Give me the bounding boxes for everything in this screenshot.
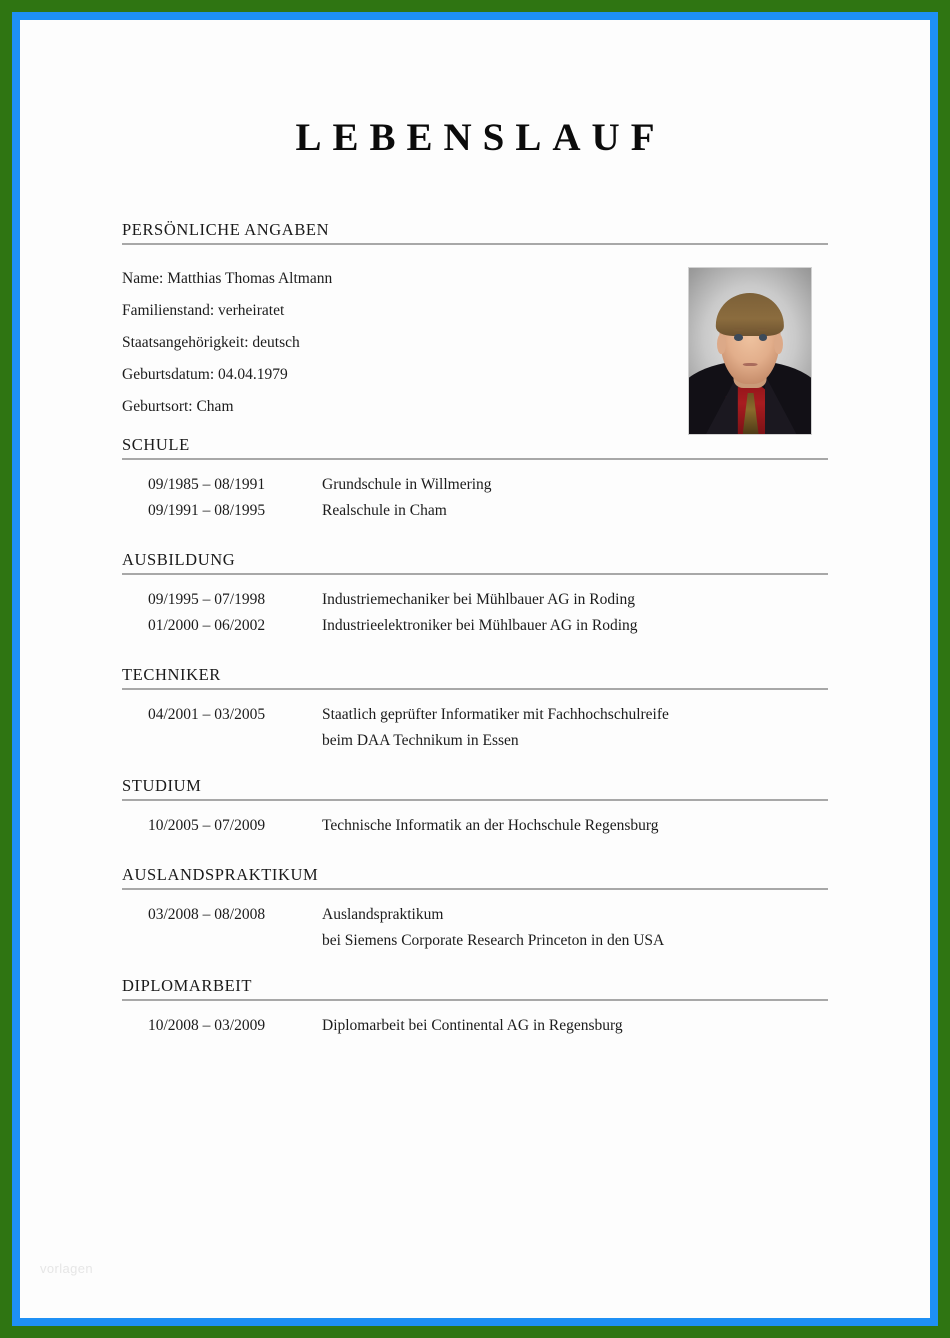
- entry-detail: [322, 1013, 828, 1039]
- spacer: [122, 839, 828, 865]
- spacer: [122, 639, 828, 665]
- entry-detail-line: bei Siemens Corporate Research Princeton in den USA: [322, 932, 665, 949]
- personal-detail-nationality: Staatsangehörigkeit: deutsch: [122, 334, 300, 351]
- entry-detail: [322, 498, 828, 524]
- section-heading-auslandspraktikum: AUSLANDSPRAKTIKUM: [122, 865, 828, 890]
- table-row: [122, 613, 828, 639]
- entry-period: 01/2000 – 06/2002: [148, 617, 266, 634]
- entry-detail-line: Staatlich geprüfter Informatiker mit Fachhochschulreife: [322, 706, 669, 723]
- entry-period: 10/2005 – 07/2009: [148, 817, 266, 834]
- entry-period: 04/2001 – 03/2005: [148, 706, 266, 723]
- photo-eye-right: [759, 334, 768, 341]
- entry-period: 03/2008 – 08/2008: [148, 906, 266, 923]
- table-row: [122, 587, 828, 613]
- personal-details-block: [122, 245, 828, 435]
- spacer: [122, 524, 828, 550]
- personal-detail-name: Name: Matthias Thomas Altmann: [122, 270, 333, 287]
- watermark: vorlagen: [40, 1261, 94, 1276]
- section-heading-techniker: TECHNIKER: [122, 665, 828, 690]
- table-row: [122, 813, 828, 839]
- spacer: [122, 954, 828, 976]
- section-heading-ausbildung: AUSBILDUNG: [122, 550, 828, 575]
- studium-entries: [122, 801, 828, 839]
- section-ausbildung: [122, 550, 828, 639]
- personal-detail-date-of-birth: Geburtsdatum: 04.04.1979: [122, 366, 288, 383]
- section-heading-diplomarbeit: DIPLOMARBEIT: [122, 976, 828, 1001]
- auslandspraktikum-entries: [122, 890, 828, 954]
- techniker-entries: [122, 690, 828, 754]
- entry-period: 09/1995 – 07/1998: [148, 591, 266, 608]
- entry-detail-line: Industriemechaniker bei Mühlbauer AG in Roding: [322, 591, 635, 608]
- cv-page: [20, 20, 930, 1318]
- entry-detail: [322, 472, 828, 498]
- section-schule: [122, 435, 828, 524]
- entry-detail-line: Technische Informatik an der Hochschule Regensburg: [322, 817, 659, 834]
- photo-eyebrow-left: [733, 328, 744, 331]
- ausbildung-entries: [122, 575, 828, 639]
- entry-detail: [322, 587, 828, 613]
- section-diplomarbeit: [122, 976, 828, 1039]
- personal-detail-marital-status: Familienstand: verheiratet: [122, 302, 285, 319]
- avatar: [688, 267, 812, 435]
- personal-detail-place-of-birth: Geburtsort: Cham: [122, 398, 234, 415]
- photo-ear-left: [717, 334, 726, 354]
- table-row: [122, 702, 828, 754]
- entry-detail-line: beim DAA Technikum in Essen: [322, 732, 519, 749]
- entry-detail-line: Diplomarbeit bei Continental AG in Regensburg: [322, 1017, 623, 1034]
- table-row: [122, 498, 828, 524]
- entry-period: 09/1991 – 08/1995: [148, 502, 266, 519]
- section-techniker: [122, 665, 828, 754]
- entry-detail: [322, 813, 828, 839]
- table-row: [122, 472, 828, 498]
- entry-detail: [322, 902, 828, 954]
- photo-mouth: [743, 363, 758, 367]
- photo-eye-left: [734, 334, 743, 341]
- entry-detail: [322, 613, 828, 639]
- section-personal-details: [122, 220, 828, 435]
- entry-period: 09/1985 – 08/1991: [148, 476, 266, 493]
- entry-period: 10/2008 – 03/2009: [148, 1017, 266, 1034]
- page-title: LEBENSLAUF: [295, 116, 666, 159]
- section-studium: [122, 776, 828, 839]
- spacer: [122, 754, 828, 776]
- entry-detail: [322, 702, 828, 754]
- schule-entries: [122, 460, 828, 524]
- photo-eyebrow-right: [757, 328, 768, 331]
- entry-detail-line: Auslandspraktikum: [322, 906, 444, 923]
- section-auslandspraktikum: [122, 865, 828, 954]
- entry-detail-line: Industrieelektroniker bei Mühlbauer AG in Roding: [322, 617, 638, 634]
- section-heading-studium: STUDIUM: [122, 776, 828, 801]
- table-row: [122, 902, 828, 954]
- entry-detail-line: Realschule in Cham: [322, 502, 447, 519]
- entry-detail-line: Grundschule in Willmering: [322, 476, 492, 493]
- diplomarbeit-entries: [122, 1001, 828, 1039]
- section-heading-personal-details: PERSÖNLICHE ANGABEN: [122, 220, 828, 245]
- cv-content: [122, 220, 828, 1039]
- section-heading-schule: SCHULE: [122, 435, 828, 460]
- table-row: [122, 1013, 828, 1039]
